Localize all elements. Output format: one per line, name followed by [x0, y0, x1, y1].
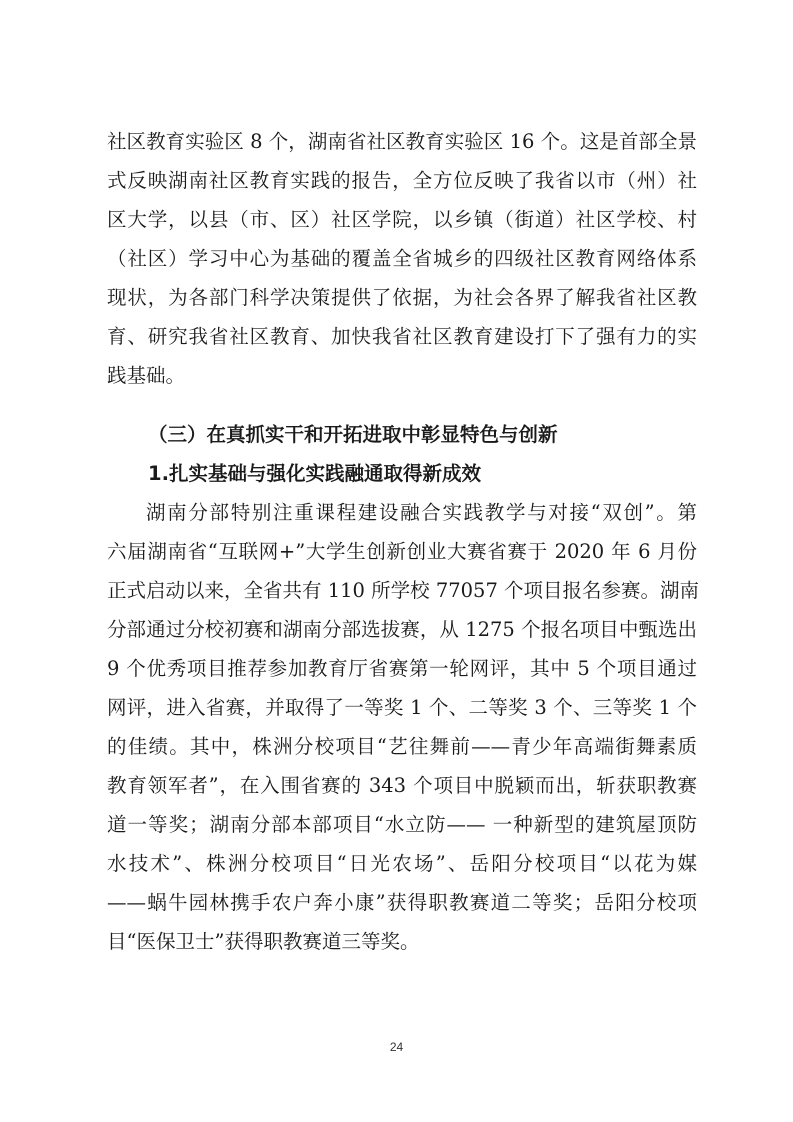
paragraph-line: 社区教育实验区 8 个，湖南省社区教育实验区 16 个。这是首部全景: [107, 130, 697, 153]
paragraph-line: 教育领军者”，在入围省赛的 343 个项目中脱颖而出，斩获职教赛: [107, 774, 697, 797]
paragraph-line: 正式启动以来，全省共有 110 所学校 77057 个项目报名参赛。湖南: [107, 579, 700, 602]
paragraph-line: 9 个优秀项目推荐参加教育厅省赛第一轮网评，其中 5 个项目通过: [107, 657, 697, 680]
paragraph-line: 式反映湖南社区教育实践的报告，全方位反映了我省以市（州）社: [107, 169, 697, 192]
paragraph-line: （社区）学习中心为基础的覆盖全省城乡的四级社区教育网络体系: [107, 247, 697, 270]
paragraph-line: 道一等奖；湖南分部本部项目“水立防—— 一种新型的建筑屋顶防: [107, 813, 697, 836]
paragraph-line: ——蜗牛园林携手农户奔小康”获得职教赛道二等奖；岳阳分校项: [107, 891, 697, 914]
paragraph-line: 目“医保卫士”获得职教赛道三等奖。: [107, 930, 420, 953]
paragraph-line: 湖南分部特别注重课程建设融合实践教学与对接“双创”。第: [146, 501, 697, 524]
paragraph-line: 践基础。: [107, 364, 186, 387]
paragraph-line: 网评，进入省赛，并取得了一等奖 1 个、二等奖 3 个、三等奖 1 个: [107, 696, 697, 719]
paragraph-line: 现状，为各部门科学决策提供了依据，为社会各界了解我省社区教: [107, 286, 697, 309]
subsection-heading: 1.扎实基础与强化实践融通取得新成效: [148, 462, 481, 485]
paragraph-line: 区大学，以县（市、区）社区学院，以乡镇（街道）社区学校、村: [107, 208, 697, 231]
paragraph-line: 育、研究我省社区教育、加快我省社区教育建设打下了强有力的实: [107, 325, 697, 348]
paragraph-line: 六届湖南省“互联网+”大学生创新创业大赛省赛于 2020 年 6 月份: [107, 540, 697, 563]
page-number: 24: [389, 1040, 404, 1054]
paragraph-line: 水技术”、株洲分校项目“日光农场”、岳阳分校项目“以花为媒: [107, 852, 697, 875]
section-heading: （三）在真抓实干和开拓进取中彰显特色与创新: [148, 423, 558, 446]
paragraph-line: 的佳绩。其中，株洲分校项目“艺往舞前——青少年高端街舞素质: [107, 735, 697, 758]
paragraph-line: 分部通过分校初赛和湖南分部选拔赛，从 1275 个报名项目中甄选出: [107, 618, 697, 641]
